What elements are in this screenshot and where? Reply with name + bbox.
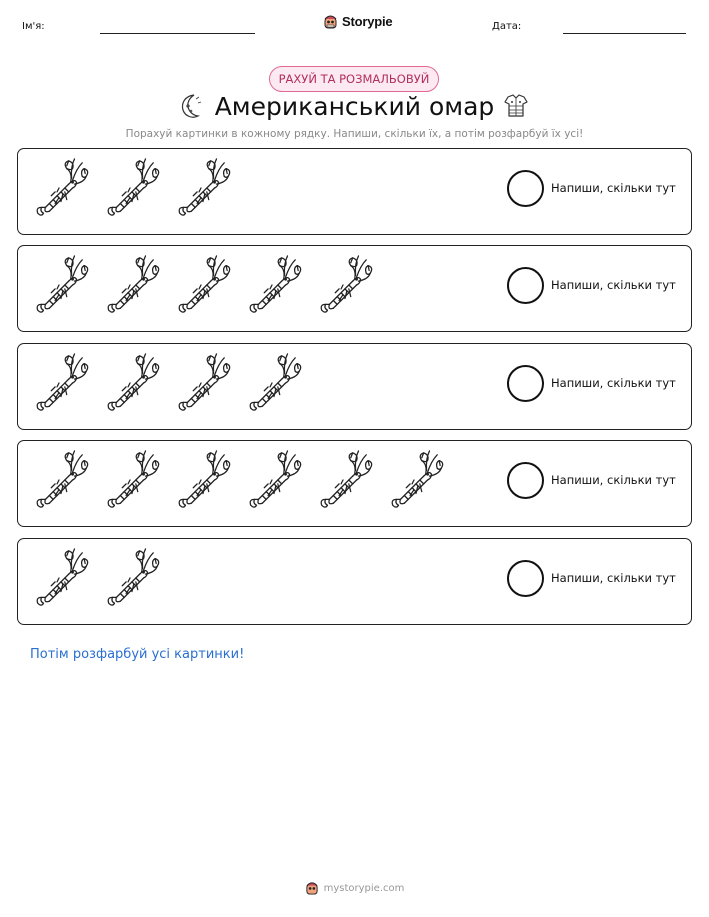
site-url: mystorypie.com — [323, 882, 405, 894]
lobster-icon — [241, 352, 303, 414]
lobster-icon — [99, 157, 161, 219]
page-title: Американський омар — [214, 92, 495, 121]
lobster-icon — [28, 547, 90, 609]
counting-row — [17, 148, 692, 235]
lobster-icon — [241, 254, 303, 316]
lobster-icon — [28, 449, 90, 511]
counting-row — [17, 440, 692, 527]
coloring-instruction: Потім розфарбуй усі картинки! — [30, 647, 245, 662]
answer-label: Напиши, скільки тут — [551, 571, 676, 585]
lobster-icon — [312, 254, 374, 316]
lobster-icon — [99, 254, 161, 316]
lobster-icon — [241, 449, 303, 511]
lobster-icon — [170, 352, 232, 414]
lobster-icon — [312, 449, 374, 511]
answer-circle[interactable] — [507, 462, 544, 499]
counting-row — [17, 245, 692, 332]
lobster-icon — [99, 352, 161, 414]
answer-circle[interactable] — [507, 267, 544, 304]
lobster-icon — [99, 449, 161, 511]
lobster-icon — [170, 157, 232, 219]
answer-label: Напиши, скільки тут — [551, 473, 676, 487]
storypie-mascot-icon — [323, 13, 338, 30]
storypie-mascot-icon — [305, 880, 319, 896]
lobster-icon — [28, 352, 90, 414]
armor-icon — [502, 92, 530, 120]
counting-row — [17, 538, 692, 625]
answer-circle[interactable] — [507, 365, 544, 402]
counting-row — [17, 343, 692, 430]
lobster-icon — [170, 254, 232, 316]
activity-badge: РАХУЙ ТА РОЗМАЛЬОВУЙ — [269, 66, 439, 92]
lobster-icon — [28, 254, 90, 316]
lobster-icon — [170, 449, 232, 511]
answer-circle[interactable] — [507, 170, 544, 207]
answer-label: Напиши, скільки тут — [551, 181, 676, 195]
lobster-icon — [383, 449, 445, 511]
name-label: Ім'я: — [22, 21, 45, 32]
site-footer — [0, 880, 709, 896]
lobster-icon — [28, 157, 90, 219]
brand-name: Storypie — [342, 14, 393, 29]
instructions: Порахуй картинки в кожному рядку. Напиши, скільки їх, а потім розфарбуй їх усі! — [125, 128, 584, 140]
answer-circle[interactable] — [507, 560, 544, 597]
date-label: Дата: — [492, 21, 522, 32]
date-line[interactable] — [563, 33, 686, 34]
name-line[interactable] — [100, 33, 255, 34]
brand-logo — [323, 13, 392, 30]
lobster-icon — [99, 547, 161, 609]
answer-label: Напиши, скільки тут — [551, 278, 676, 292]
answer-label: Напиши, скільки тут — [551, 376, 676, 390]
